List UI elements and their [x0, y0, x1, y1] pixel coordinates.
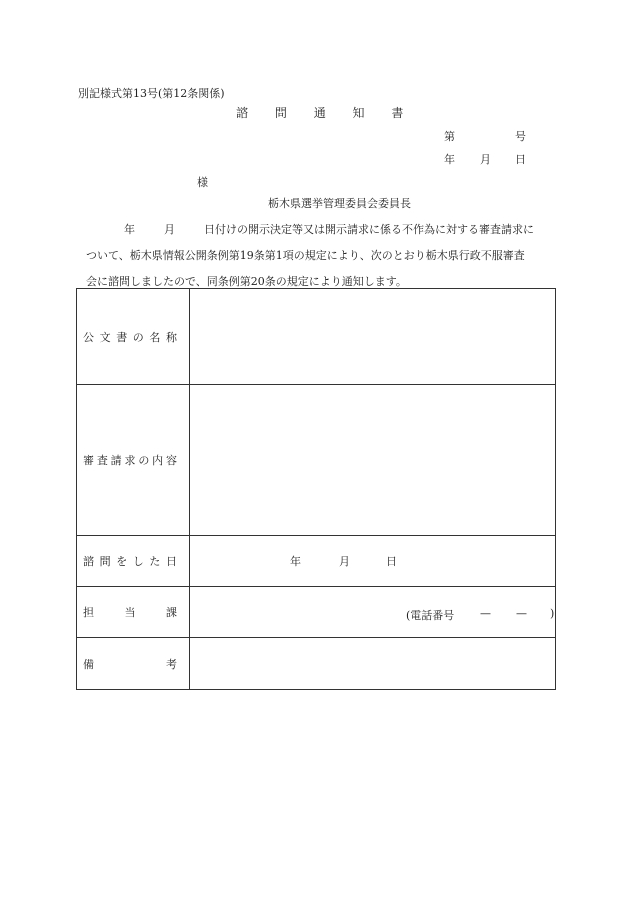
table-row — [77, 587, 556, 638]
issue-date-month: 月 — [480, 153, 491, 166]
request-content-field[interactable] — [190, 385, 556, 536]
phone-dash-2: — — [516, 607, 527, 620]
body-line-1 — [86, 217, 564, 243]
inquiry-date-day: 日 — [386, 555, 397, 568]
body-text — [86, 217, 564, 295]
department-field[interactable] — [190, 587, 556, 638]
remarks-field[interactable] — [190, 638, 556, 690]
body-line-2: ついて、栃木県情報公開条例第19条第1項の規定により、次のとおり栃木県行政不服審査 — [86, 249, 525, 262]
title-char: 書 — [391, 106, 404, 120]
doc-number-dai: 第 — [444, 130, 455, 143]
body-month: 月 — [164, 223, 175, 236]
body-line-3: 会に諮問しましたので、同条例第20条の規定により通知します。 — [86, 275, 407, 288]
table-row — [77, 289, 556, 385]
row-label-department: 担 当 課 — [77, 587, 190, 638]
table-row — [77, 536, 556, 587]
phone-dash-1: — — [480, 607, 491, 620]
phone-close-paren: ) — [550, 607, 555, 620]
inquiry-date-year: 年 — [290, 555, 301, 568]
row-label-request-content: 審 査 請 求 の 内 容 — [77, 385, 190, 536]
body-line-1-rest: 日付けの開示決定等又は開示請求に係る不作為に対する審査請求に — [204, 223, 534, 236]
title-char: 通 — [313, 106, 326, 120]
title-char: 諮 — [236, 106, 249, 120]
doc-number-go: 号 — [515, 130, 526, 143]
body-year: 年 — [124, 223, 135, 236]
row-label-remarks: 備 考 — [77, 638, 190, 690]
inquiry-date-month: 月 — [339, 555, 350, 568]
notice-table — [76, 288, 556, 690]
form-number: 別記様式第13号(第12条関係) — [78, 87, 225, 100]
table-row — [77, 385, 556, 536]
issue-date-day: 日 — [515, 153, 526, 166]
title-char: 知 — [352, 106, 365, 120]
issue-date-year: 年 — [444, 153, 455, 166]
addressee-suffix: 様 — [197, 176, 208, 189]
title-char: 問 — [274, 106, 287, 120]
inquiry-date-field[interactable] — [190, 536, 556, 587]
phone-label: (電話番号 — [406, 609, 455, 622]
sender-name: 栃木県選挙管理委員会委員長 — [268, 197, 411, 210]
row-label-document-name: 公 文 書 の 名 称 — [77, 289, 190, 385]
document-title — [236, 104, 403, 121]
row-label-inquiry-date: 諮 問 を し た 日 — [77, 536, 190, 587]
table-row — [77, 638, 556, 690]
document-name-field[interactable] — [190, 289, 556, 385]
